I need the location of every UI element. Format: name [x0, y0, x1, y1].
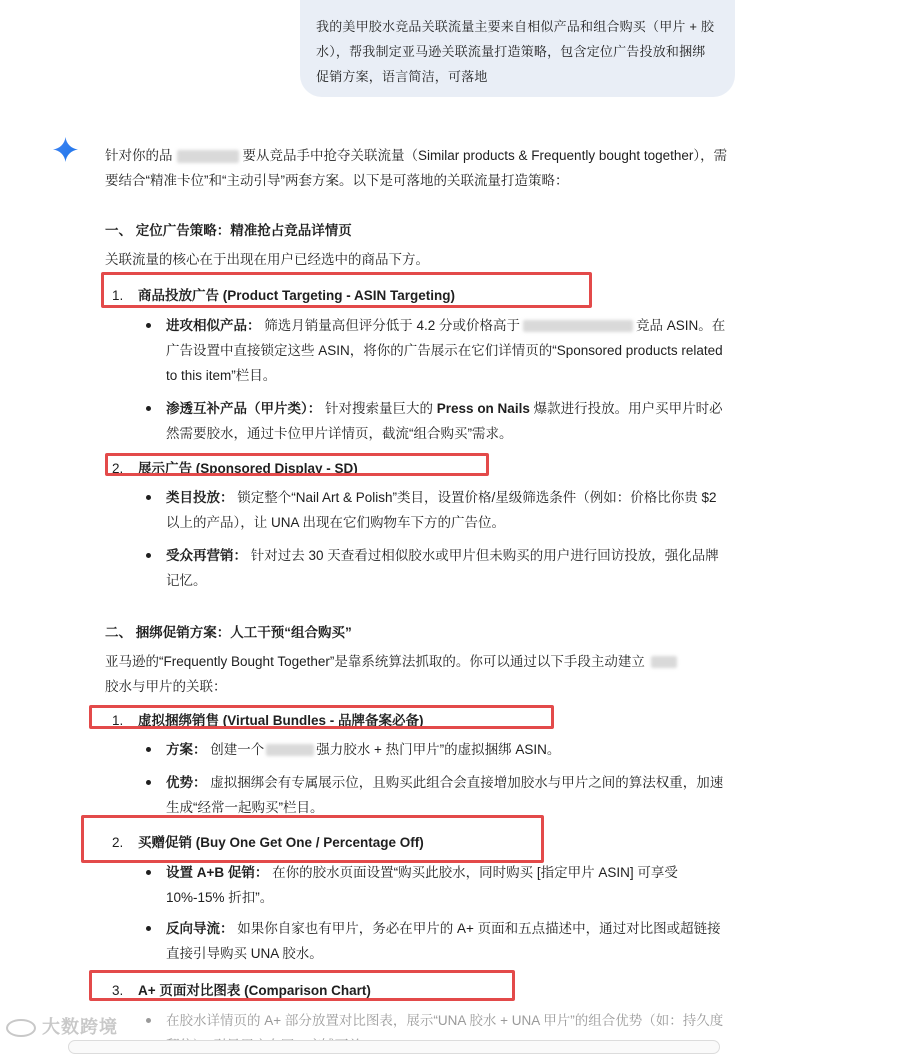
user-message-bubble — [300, 0, 735, 97]
bullet-label: 进攻相似产品： — [166, 318, 261, 333]
bullet-label: 方案： — [166, 742, 207, 757]
bullet-dot-icon — [146, 406, 151, 411]
bullet-text-continued: 竞品 ASIN。在广告设置中直接锁定这些 ASIN，将你的广告展示在它们详情页的“Sponsored products related to this item”栏目。 — [166, 318, 726, 383]
bullet-item — [146, 860, 726, 910]
bullet-label: 反向导流： — [166, 921, 234, 936]
user-message-text: 我的美甲胶水竞品关联流量主要来自相似产品和组合购买（甲片 + 胶水），帮我制定亚马逊关联流量打造策略，包含定位广告投放和捆绑促销方案，语言简洁，可落地 — [316, 19, 715, 84]
bullet-label: 优势： — [166, 775, 207, 790]
redacted-text — [266, 744, 314, 756]
section2-title: 二、 捆绑促销方案：人工干预“组合购买” — [105, 625, 352, 640]
highlight-box — [105, 453, 489, 476]
bullet-text-continued: 爆款进行投放。用户买甲片时必然需要胶水，通过卡位甲片详情页，截流“组合购买”需求。 — [166, 401, 723, 441]
highlight-box — [81, 815, 544, 863]
section1-desc: 关联流量的核心在于出现在用户已经选中的商品下方。 — [105, 252, 429, 267]
gemini-sparkle-icon — [53, 137, 78, 162]
bullet-text: 创建一个 — [210, 742, 265, 757]
highlight-box — [89, 970, 515, 1001]
section2-desc-line2: 胶水与甲片的关联： — [105, 679, 227, 694]
item-number: 2. — [112, 461, 124, 476]
intro-suffix: 要从竞品手中抢夺关联流量（Similar products & Frequently bought together），需要结合“精准卡位”和“主动引导”两套方案。以下是可落地的关联流量打造策略： — [105, 148, 728, 188]
bullet-label: 设置 A+B 促销： — [166, 865, 269, 880]
item-number: 1. — [112, 288, 124, 303]
bullet-text: 针对过去 30 天查看过相似胶水或甲片但未购买的用户进行回访投放，强化品牌记忆。 — [166, 548, 719, 588]
item-title: A+ 页面对比图表 (Comparison Chart) — [138, 983, 371, 998]
watermark-logo-icon — [6, 1019, 36, 1037]
bullet-dot-icon — [146, 870, 151, 875]
bullet-label: 受众再营销： — [166, 548, 247, 563]
watermark-text: 大数跨境 — [42, 1017, 118, 1037]
item-number: 1. — [112, 713, 124, 728]
watermark — [6, 1013, 118, 1039]
bullet-text: 针对搜索量巨大的 — [325, 401, 437, 416]
bullet-label: 类目投放： — [166, 490, 234, 505]
bullet-dot-icon — [146, 926, 151, 931]
bullet-dot-icon — [146, 553, 151, 558]
bullet-item — [146, 916, 726, 966]
bullet-bold-term: Press on Nails — [436, 401, 530, 416]
section2-desc — [105, 649, 730, 699]
bullet-label: 渗透互补产品（甲片类）： — [166, 401, 322, 416]
intro-prefix: 针对你的品 — [105, 148, 173, 163]
bullet-text-continued: 强力胶水 + 热门甲片”的虚拟捆绑 ASIN。 — [316, 742, 561, 757]
bullet-item — [146, 770, 726, 820]
bullet-dot-icon — [146, 495, 151, 500]
bullet-item — [146, 313, 726, 388]
bullet-dot-icon — [146, 1018, 151, 1023]
section1-title: 一、 定位广告策略：精准抢占竞品详情页 — [105, 223, 352, 238]
item-title: 展示广告 (Sponsored Display - SD) — [138, 461, 358, 476]
bullet-dot-icon — [146, 747, 151, 752]
bullet-text: 筛选月销量高但评分低于 4.2 分或价格高于 — [264, 318, 521, 333]
bullet-text: 在胶水详情页的 A+ 部分放置对比图表，展示“UNA 胶水 + UNA 甲片”的组合优势（如：持久度 — [166, 1013, 724, 1028]
bullet-text: 虚拟捆绑会有专属展示位，且购买此组合会直接增加胶水与甲片之间的算法权重，加速生成“经常一起购买”栏目。 — [166, 775, 724, 815]
bullet-item — [146, 396, 726, 446]
bullet-text: 锁定整个“Nail Art & Polish”类目，设置价格/星级筛选条件（例如：价格比你贵 $2 以上的产品），让 UNA 出现在它们购物车下方的广告位。 — [166, 490, 717, 530]
chat-input-bar[interactable] — [68, 1040, 720, 1054]
highlight-box — [89, 705, 554, 729]
section2-desc-line1: 亚马逊的“Frequently Bought Together”是靠系统算法抓取的。你可以通过以下手段主动建立 — [105, 654, 645, 669]
bullet-dot-icon — [146, 323, 151, 328]
intro-paragraph — [105, 143, 730, 193]
bullet-dot-icon — [146, 780, 151, 785]
highlight-box — [101, 272, 592, 308]
item-title: 商品投放广告 (Product Targeting - ASIN Targeting) — [138, 288, 455, 303]
item-title: 虚拟捆绑销售 (Virtual Bundles - 品牌备案必备) — [138, 713, 424, 728]
bullet-text: 在你的胶水页面设置“购买此胶水，同时购买 [指定甲片 ASIN] 可享受 10%-15% 折扣”。 — [166, 865, 678, 905]
bullet-item — [146, 543, 726, 593]
bullet-item — [146, 737, 726, 762]
redacted-text — [177, 150, 239, 163]
item-number: 2. — [112, 835, 124, 850]
bullet-text: 如果你自家也有甲片，务必在甲片的 A+ 页面和五点描述中，通过对比图或超链接直接引导购买 UNA 胶水。 — [166, 921, 721, 961]
bullet-item — [146, 485, 726, 535]
item-title: 买赠促销 (Buy One Get One / Percentage Off) — [138, 835, 424, 850]
redacted-text — [651, 656, 677, 668]
item-number: 3. — [112, 983, 124, 998]
redacted-text — [523, 320, 633, 332]
